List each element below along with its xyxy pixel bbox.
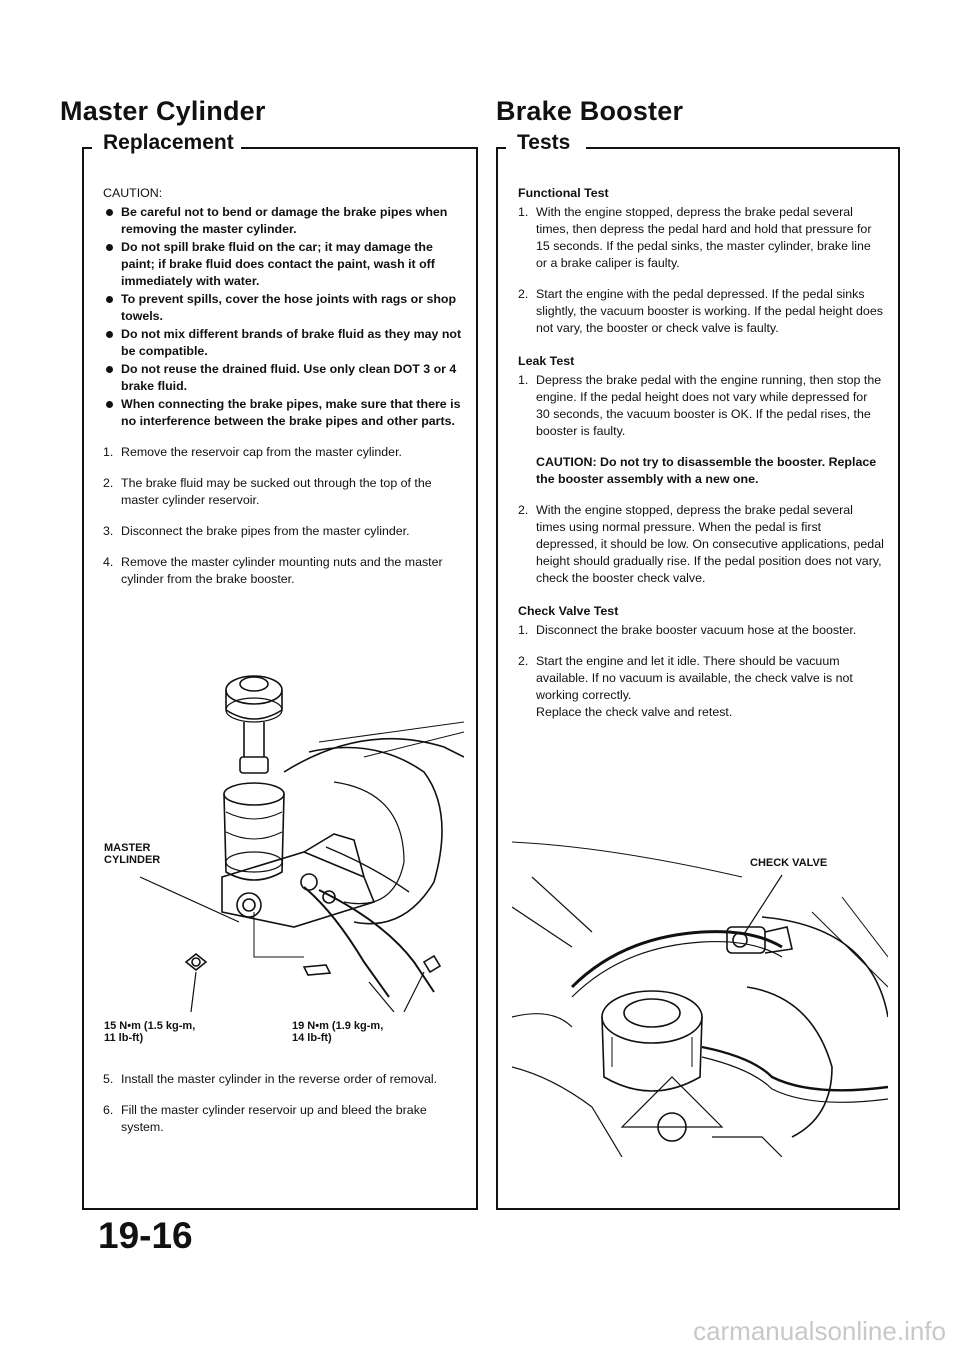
step-item: 3. Disconnect the brake pipes from the master cylinder. xyxy=(103,524,410,538)
functional-test-heading: Functional Test xyxy=(518,186,609,200)
tests-text xyxy=(518,185,884,721)
step-item: 2. Start the engine and let it idle. There should be vacuum available. If no vacuum is available, the check valve is not working correctly. xyxy=(518,654,853,702)
replacement-text-after xyxy=(103,1057,465,1136)
retest-line: Replace the check valve and retest. xyxy=(536,705,733,719)
step-item: 1. With the engine stopped, depress the brake pedal several times, then depress the pedal hard and hold that pressure for 15 seconds. If the pedal sinks, the master cylinder, brake line or a brake caliper is faulty. xyxy=(518,205,872,270)
tests-box xyxy=(496,131,900,1210)
check-valve-diagram xyxy=(512,837,888,1157)
leak-test-heading: Leak Test xyxy=(518,354,575,368)
step-item: 2. With the engine stopped, depress the brake pedal several times using normal pressure. When the pedal is first depressed, it should be low. On consecutive applications, pedal height should gradually rise. If the pedal position does not vary, check the booster check valve. xyxy=(518,503,884,585)
left-section-title: Master Cylinder xyxy=(60,96,266,126)
step-item: 4. Remove the master cylinder mounting nuts and the master cylinder from the brake booster. xyxy=(103,555,443,586)
tests-subtitle: Tests xyxy=(510,131,577,155)
step-item: 2. Start the engine with the pedal depressed. If the pedal sinks slightly, the vacuum booster is working. If the pedal height does not vary, the booster or check valve is faulty. xyxy=(518,287,883,335)
master-cylinder-diagram xyxy=(104,662,464,1012)
caution-item: When connecting the brake pipes, make sure that there is no interference between the brake pipes and other parts. xyxy=(103,396,465,430)
booster-caution: CAUTION: Do not try to disassemble the booster. Replace the booster assembly with a new one. xyxy=(536,455,877,486)
step-item: 2. The brake fluid may be sucked out through the top of the master cylinder reservoir. xyxy=(103,476,432,507)
caution-item: Do not reuse the drained fluid. Use only clean DOT 3 or 4 brake fluid. xyxy=(103,361,465,395)
caution-item: Do not spill brake fluid on the car; it may damage the paint; if brake fluid does contact the paint, wash it off immediately with water. xyxy=(103,239,465,290)
replacement-box xyxy=(82,131,478,1210)
replacement-subtitle: Replacement xyxy=(96,131,241,155)
page-number: 19-16 xyxy=(98,1215,193,1256)
right-section-title: Brake Booster xyxy=(496,96,684,126)
label-check-valve: CHECK VALVE xyxy=(750,857,828,869)
step-item: 1. Remove the reservoir cap from the master cylinder. xyxy=(103,445,402,459)
watermark: carmanualsonline.info xyxy=(693,1316,946,1346)
step-item: 5. Install the master cylinder in the reverse order of removal. xyxy=(103,1072,438,1086)
label-master-cylinder: MASTER CYLINDER xyxy=(104,842,161,866)
caution-item: Be careful not to bend or damage the brake pipes when removing the master cylinder. xyxy=(103,204,465,238)
check-valve-test-heading: Check Valve Test xyxy=(518,604,619,618)
caution-heading: CAUTION: xyxy=(103,186,163,200)
caution-item: To prevent spills, cover the hose joints with rags or shop towels. xyxy=(103,291,465,325)
caution-list xyxy=(103,204,465,430)
torque-label-19: 19 N•m (1.9 kg-m, 14 lb-ft) xyxy=(292,1020,384,1044)
torque-label-15: 15 N•m (1.5 kg-m, 11 lb-ft) xyxy=(104,1020,196,1044)
step-item: 1. Disconnect the brake booster vacuum hose at the booster. xyxy=(518,623,857,637)
replacement-text xyxy=(103,185,465,588)
step-item: 6. Fill the master cylinder reservoir up and bleed the brake system. xyxy=(103,1103,427,1134)
caution-item: Do not mix different brands of brake fluid as they may not be compatible. xyxy=(103,326,465,360)
step-item: 1. Depress the brake pedal with the engine running, then stop the engine. If the pedal height does not vary while depressed for 30 seconds, the vacuum booster is OK. If the pedal rises, the booster is faulty. xyxy=(518,373,882,438)
